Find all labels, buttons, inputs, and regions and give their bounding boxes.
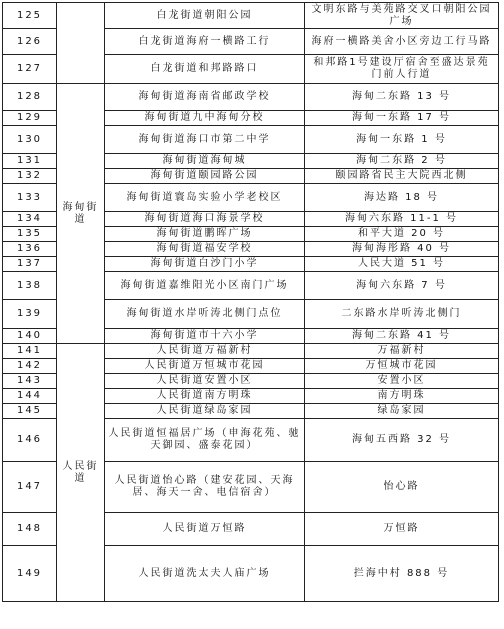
site-location: 海甸六东路 7 号: [305, 272, 499, 300]
site-name: 海甸街道海口市第二中学: [105, 126, 305, 154]
site-location: 和平大道 20 号: [305, 227, 499, 242]
row-number: 132: [3, 169, 57, 184]
site-name: 海甸街道海南省邮政学校: [105, 84, 305, 111]
table-row: [3, 344, 499, 359]
location-table: [2, 2, 499, 602]
site-location: 南方明珠: [305, 389, 499, 404]
site-location: 怡心路: [305, 462, 499, 513]
row-number: 145: [3, 404, 57, 419]
site-location: 海甸二东路 13 号: [305, 84, 499, 111]
row-number: 139: [3, 300, 57, 329]
row-number: 143: [3, 374, 57, 389]
site-name: 海甸街道鹏晖广场: [105, 227, 305, 242]
site-name: 海甸街道水岸听涛北侧门点位: [105, 300, 305, 329]
row-number: 129: [3, 111, 57, 126]
site-location: 海甸五西路 32 号: [305, 419, 499, 462]
site-name: 人民街道万恒路: [105, 513, 305, 546]
row-number: 128: [3, 84, 57, 111]
site-name: 人民街道洗太夫人庙广场: [105, 546, 305, 602]
table-row: [3, 3, 499, 29]
row-number: 136: [3, 242, 57, 257]
site-name: 人民街道万恒城市花园: [105, 359, 305, 374]
table-body: [3, 3, 499, 602]
site-location: 万恒城市花园: [305, 359, 499, 374]
row-number: 135: [3, 227, 57, 242]
site-location: 海甸六东路 11-1 号: [305, 212, 499, 227]
site-location: 万恒路: [305, 513, 499, 546]
site-name: 人民街道万福新村: [105, 344, 305, 359]
row-number: 141: [3, 344, 57, 359]
site-name: 海甸街道白沙门小学: [105, 257, 305, 272]
site-name: 白龙街道海府一横路工行: [105, 29, 305, 55]
site-name: 海甸街道颐园路公园: [105, 169, 305, 184]
site-location: 海甸一东路 1 号: [305, 126, 499, 154]
row-number: 127: [3, 55, 57, 84]
row-number: 149: [3, 546, 57, 602]
row-number: 131: [3, 154, 57, 169]
site-location: 海甸一东路 17 号: [305, 111, 499, 126]
row-number: 134: [3, 212, 57, 227]
site-name: 海甸街道福安学校: [105, 242, 305, 257]
table-row: [3, 84, 499, 111]
row-number: 138: [3, 272, 57, 300]
site-name: 人民街道南方明珠: [105, 389, 305, 404]
district-cell: 海甸街道: [57, 84, 105, 344]
site-name: 海甸街道海口海景学校: [105, 212, 305, 227]
row-number: 148: [3, 513, 57, 546]
site-name: 白龙街道朝阳公园: [105, 3, 305, 29]
site-location: 海甸海彤路 40 号: [305, 242, 499, 257]
site-location: 海甸二东路 2 号: [305, 154, 499, 169]
site-location: 拦海中村 888 号: [305, 546, 499, 602]
site-location: 绿岛家园: [305, 404, 499, 419]
site-location: 海达路 18 号: [305, 184, 499, 212]
site-location: 海府一横路美舍小区旁边工行马路: [305, 29, 499, 55]
site-location: 安置小区: [305, 374, 499, 389]
row-number: 140: [3, 329, 57, 344]
site-location: 二东路水岸听涛北侧门: [305, 300, 499, 329]
site-location: 颐园路省民主大院西北侧: [305, 169, 499, 184]
row-number: 147: [3, 462, 57, 513]
row-number: 142: [3, 359, 57, 374]
row-number: 137: [3, 257, 57, 272]
site-location: 人民大道 51 号: [305, 257, 499, 272]
site-name: 人民街道安置小区: [105, 374, 305, 389]
row-number: 144: [3, 389, 57, 404]
site-name: 人民街道绿岛家园: [105, 404, 305, 419]
site-name: 人民街道怡心路（建安花园、天海居、海天一舍、电信宿舍）: [105, 462, 305, 513]
site-location: 文明东路与美苑路交叉口朝阳公园广场: [305, 3, 499, 29]
site-name: 海甸街道市十六小学: [105, 329, 305, 344]
site-location: 海甸二东路 41 号: [305, 329, 499, 344]
district-cell: 人民街道: [57, 344, 105, 602]
site-location: 万福新村: [305, 344, 499, 359]
row-number: 146: [3, 419, 57, 462]
site-name: 海甸街道海甸城: [105, 154, 305, 169]
site-location: 和邦路1号建设厅宿舍至盛达景苑门前人行道: [305, 55, 499, 84]
row-number: 133: [3, 184, 57, 212]
site-name: 人民街道恒福居广场（申海花苑、驰天御园、盛泰花园）: [105, 419, 305, 462]
site-name: 海甸街道寰岛实验小学老校区: [105, 184, 305, 212]
district-cell: [57, 3, 105, 84]
row-number: 130: [3, 126, 57, 154]
site-name: 白龙街道和邦路路口: [105, 55, 305, 84]
site-name: 海甸街道嘉维阳光小区南门广场: [105, 272, 305, 300]
row-number: 125: [3, 3, 57, 29]
site-name: 海甸街道九中海甸分校: [105, 111, 305, 126]
row-number: 126: [3, 29, 57, 55]
